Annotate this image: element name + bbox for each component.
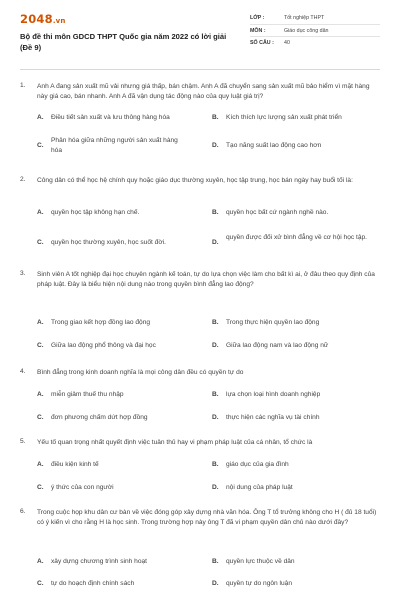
option-letter: B.: [212, 114, 219, 121]
option-text: đơn phương chấm dứt hợp đồng: [51, 414, 148, 421]
question-text: Trong cuộc họp khu dân cư bàn về việc đóng góp xây dựng nhà văn hóa. Ông T tổ trưởng không cho H ( đủ 18 tuổi) có ý kiến vì cho rằng H là học sinh. Trong trường hợp này ông T đã vi phạm quyền dân chủ nào dưới đây?: [37, 509, 377, 526]
meta-key: MÔN :: [250, 27, 266, 34]
option-letter: A.: [37, 319, 44, 326]
meta-row-count: [250, 37, 380, 50]
option-letter: B.: [212, 391, 219, 398]
option-text: Tạo năng suất lao động cao hơn: [226, 142, 322, 149]
option-text: Kích thích lực lượng sản xuất phát triển: [226, 114, 342, 121]
option-text: ý thức của con người: [51, 484, 114, 491]
question-number: 4.: [20, 368, 26, 375]
question-text: Sinh viên A tốt nghiệp đại học chuyên ngành kế toán, tự do lựa chọn việc làm cho bất kì ai, ở đâu theo quy định của pháp luật. Đây là biểu hiện nội dung nào trong quyền bình đẳng lao động?: [37, 271, 375, 288]
option-text: quyền học bất cứ ngành nghề nào.: [226, 209, 329, 216]
option-letter: D.: [212, 484, 219, 491]
option-letter: C.: [37, 414, 44, 421]
option-text: nội dung của pháp luật: [226, 484, 293, 491]
option-letter: B.: [212, 209, 219, 216]
logo-main: 2048: [20, 12, 53, 26]
option-letter: A.: [37, 558, 44, 565]
option-text: Giữa lao động nam và lao động nữ: [226, 342, 329, 349]
option-text: tự do hoạch định chính sách: [51, 580, 135, 587]
question-text: Công dân có thể học hệ chính quy hoặc giáo dục thường xuyên, học tập trung, học bán ngày hay buổi tối là:: [37, 177, 353, 184]
option-letter: D.: [212, 414, 219, 421]
option-text: Giữa lao động phổ thông và đại học: [51, 342, 156, 349]
question-text: Anh A đang sản xuất mũ vải nhưng giá thấp, bán chậm. Anh A đã chuyển sang sản xuất mũ bảo hiểm vì mặt hàng này giá cao, bán nhanh. Anh A đã vận dụng tác động nào của quy luật giá trị?: [37, 83, 370, 100]
option-letter: A.: [37, 114, 44, 121]
document-title: Bộ đề thi môn GDCD THPT Quốc gia năm 2022 có lời giải (Đề 9): [20, 32, 227, 52]
option-text: quyền học thường xuyên, học suốt đời.: [51, 239, 166, 246]
option-text: quyền được đối xử bình đẳng về cơ hội học tập.: [226, 234, 368, 241]
question-number: 6.: [20, 508, 26, 515]
option-text: Phân hóa giữa những người sản xuất hàng hóa: [51, 137, 178, 154]
option-letter: B.: [212, 461, 219, 468]
option-text: miễn giảm thuế thu nhập: [51, 391, 124, 398]
question-text: Yếu tố quan trọng nhất quyết định việc tuân thủ hay vi phạm pháp luật của cá nhân, tổ chức là: [37, 439, 313, 446]
option-text: Trong giao kết hợp đồng lao động: [51, 319, 151, 326]
option-letter: D.: [212, 142, 219, 149]
option-letter: C.: [37, 484, 44, 491]
question-number: 2.: [20, 176, 26, 183]
option-letter: B.: [212, 558, 219, 565]
meta-key: LỚP :: [250, 15, 265, 21]
logo-suffix: .vn: [52, 17, 66, 25]
option-letter: C.: [37, 141, 44, 149]
option-text: quyền lực thuộc về dân: [226, 558, 295, 565]
question-number: 3.: [20, 270, 26, 277]
meta-row-subject: [250, 25, 380, 38]
question-number: 5.: [20, 438, 26, 445]
option-letter: A.: [37, 391, 44, 398]
document-header: [20, 12, 380, 62]
question-text: Bình đẳng trong kinh doanh nghĩa là mọi công dân đều có quyền tự do: [37, 369, 244, 376]
option-letter: C.: [37, 239, 44, 246]
option-letter: C.: [37, 342, 44, 349]
option-text: xây dựng chương trình sinh hoạt: [51, 558, 147, 565]
option-text: giáo dục của gia đình: [226, 461, 289, 468]
meta-key: SỐ CÂU :: [250, 40, 274, 46]
question-number: 1.: [20, 82, 26, 89]
option-text: Trong thực hiện quyền lao động: [226, 319, 320, 326]
option-letter: C.: [37, 580, 44, 587]
option-letter: D.: [212, 238, 219, 246]
document-meta: [250, 12, 380, 50]
meta-value: Tốt nghiệp THPT: [284, 15, 325, 21]
option-text: Điều tiết sản xuất và lưu thông hàng hóa: [51, 114, 170, 121]
option-letter: D.: [212, 342, 219, 349]
site-logo[interactable]: [20, 12, 66, 26]
meta-row-class: [250, 12, 380, 25]
option-text: quyền tự do ngôn luận: [226, 580, 293, 587]
option-text: quyền học tập không hạn chế.: [51, 209, 140, 216]
option-letter: A.: [37, 461, 44, 468]
option-letter: B.: [212, 319, 219, 326]
option-text: lựa chọn loại hình doanh nghiệp: [226, 391, 321, 398]
option-text: thực hiện các nghĩa vụ tài chính: [226, 414, 320, 421]
option-letter: D.: [212, 580, 219, 587]
option-letter: A.: [37, 209, 44, 216]
meta-value: Giáo dục công dân: [284, 27, 329, 34]
meta-value: 40: [284, 40, 290, 46]
option-text: điều kiện kinh tế: [51, 461, 99, 468]
header-divider: [20, 69, 380, 70]
